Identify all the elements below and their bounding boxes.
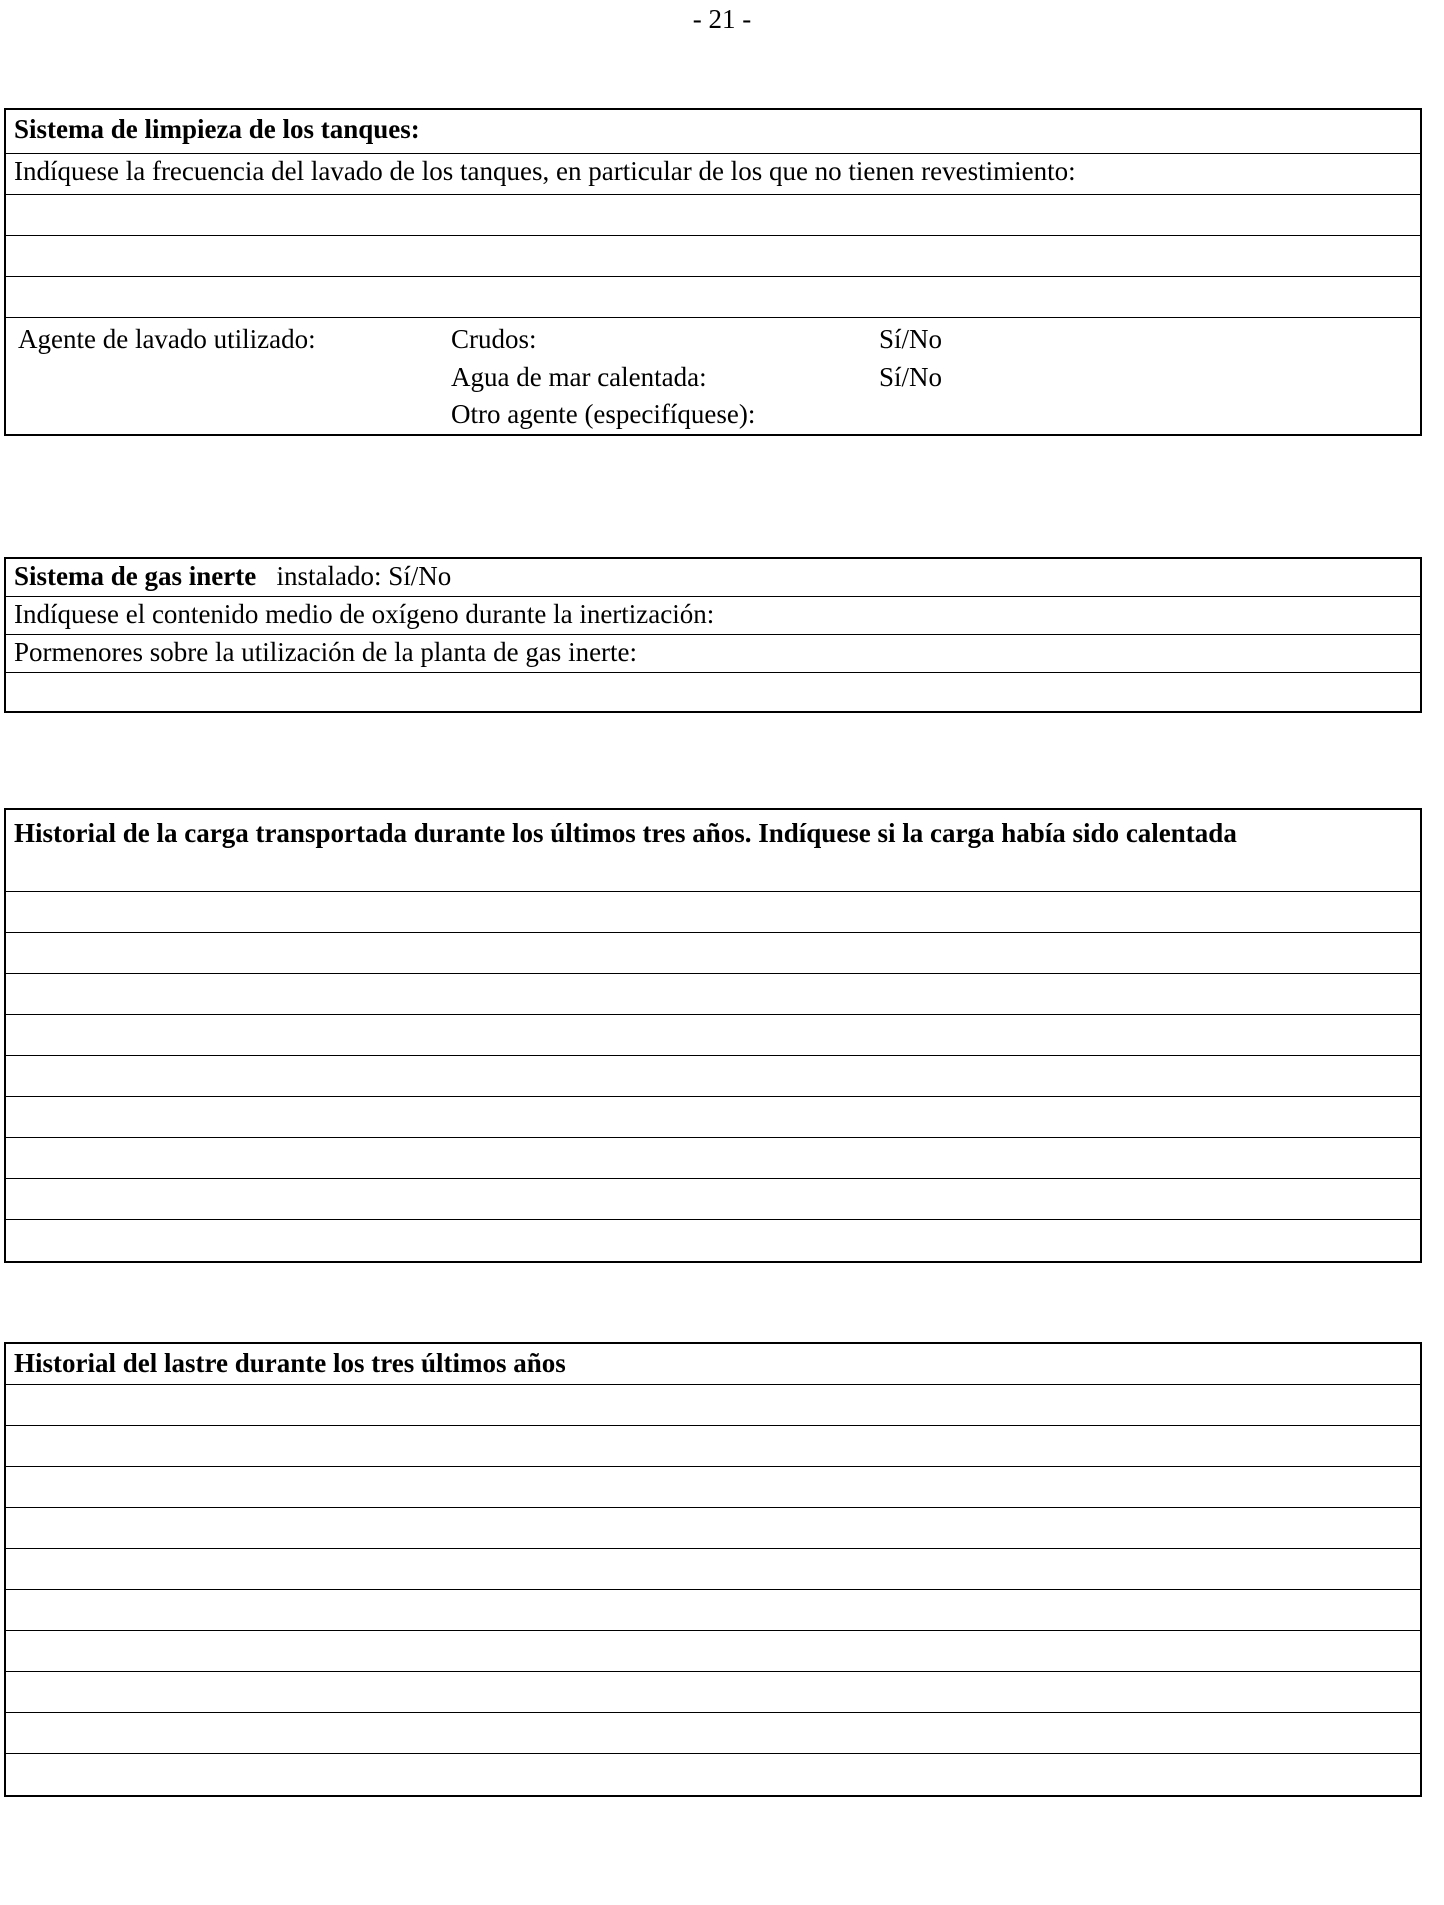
tank-cleaning-title: Sistema de limpieza de los tanques: bbox=[6, 110, 1420, 154]
tank-cleaning-section bbox=[4, 108, 1422, 436]
inert-gas-installed[interactable]: instalado: Sí/No bbox=[276, 561, 452, 591]
option-heated-seawater-label: Agua de mar calentada: bbox=[451, 362, 707, 392]
option-crude-label: Crudos: bbox=[451, 324, 537, 354]
answer-line[interactable] bbox=[6, 1179, 1420, 1220]
page-number: - 21 - bbox=[692, 4, 752, 34]
answer-line[interactable] bbox=[6, 1467, 1420, 1508]
answer-line[interactable] bbox=[6, 236, 1420, 277]
inert-gas-details-question: Pormenores sobre la utilización de la planta de gas inerte: bbox=[6, 635, 1420, 673]
answer-line[interactable] bbox=[6, 892, 1420, 933]
answer-line[interactable] bbox=[6, 277, 1420, 318]
option-heated-seawater-yes-no[interactable]: Sí/No bbox=[879, 362, 943, 392]
answer-line[interactable] bbox=[6, 1713, 1420, 1754]
answer-line[interactable] bbox=[6, 1754, 1420, 1795]
oxygen-content-question: Indíquese el contenido medio de oxígeno durante la inertización: bbox=[6, 597, 1420, 635]
answer-line[interactable] bbox=[6, 1631, 1420, 1672]
answer-line[interactable] bbox=[6, 673, 1420, 711]
cargo-history-section bbox=[4, 808, 1422, 1263]
inert-gas-section bbox=[4, 557, 1422, 713]
answer-line[interactable] bbox=[6, 1672, 1420, 1713]
answer-line[interactable] bbox=[6, 933, 1420, 974]
option-crude-yes-no[interactable]: Sí/No bbox=[879, 324, 943, 354]
answer-line[interactable] bbox=[6, 1508, 1420, 1549]
answer-line[interactable] bbox=[6, 1220, 1420, 1261]
answer-line[interactable] bbox=[6, 1385, 1420, 1426]
washing-agent-row bbox=[6, 318, 1420, 434]
answer-line[interactable] bbox=[6, 195, 1420, 236]
answer-line[interactable] bbox=[6, 1056, 1420, 1097]
answer-line[interactable] bbox=[6, 1138, 1420, 1179]
answer-line[interactable] bbox=[6, 1549, 1420, 1590]
cargo-history-title: Historial de la carga transportada durante los últimos tres años. Indíquese si la carga había sido calentada bbox=[6, 810, 1420, 892]
answer-line[interactable] bbox=[6, 1097, 1420, 1138]
washing-agent-label: Agente de lavado utilizado: bbox=[18, 324, 316, 354]
answer-line[interactable] bbox=[6, 1426, 1420, 1467]
ballast-history-title: Historial del lastre durante los tres últimos años bbox=[6, 1344, 1420, 1385]
answer-line[interactable] bbox=[6, 1015, 1420, 1056]
tank-washing-frequency-question: Indíquese la frecuencia del lavado de los tanques, en particular de los que no tienen revestimiento: bbox=[6, 154, 1420, 195]
ballast-history-section bbox=[4, 1342, 1422, 1797]
answer-line[interactable] bbox=[6, 1590, 1420, 1631]
inert-gas-title: Sistema de gas inerte bbox=[14, 561, 257, 591]
answer-line[interactable] bbox=[6, 974, 1420, 1015]
option-other-agent-label: Otro agente (especifíquese): bbox=[451, 399, 756, 429]
inert-gas-title-row bbox=[6, 559, 1420, 597]
